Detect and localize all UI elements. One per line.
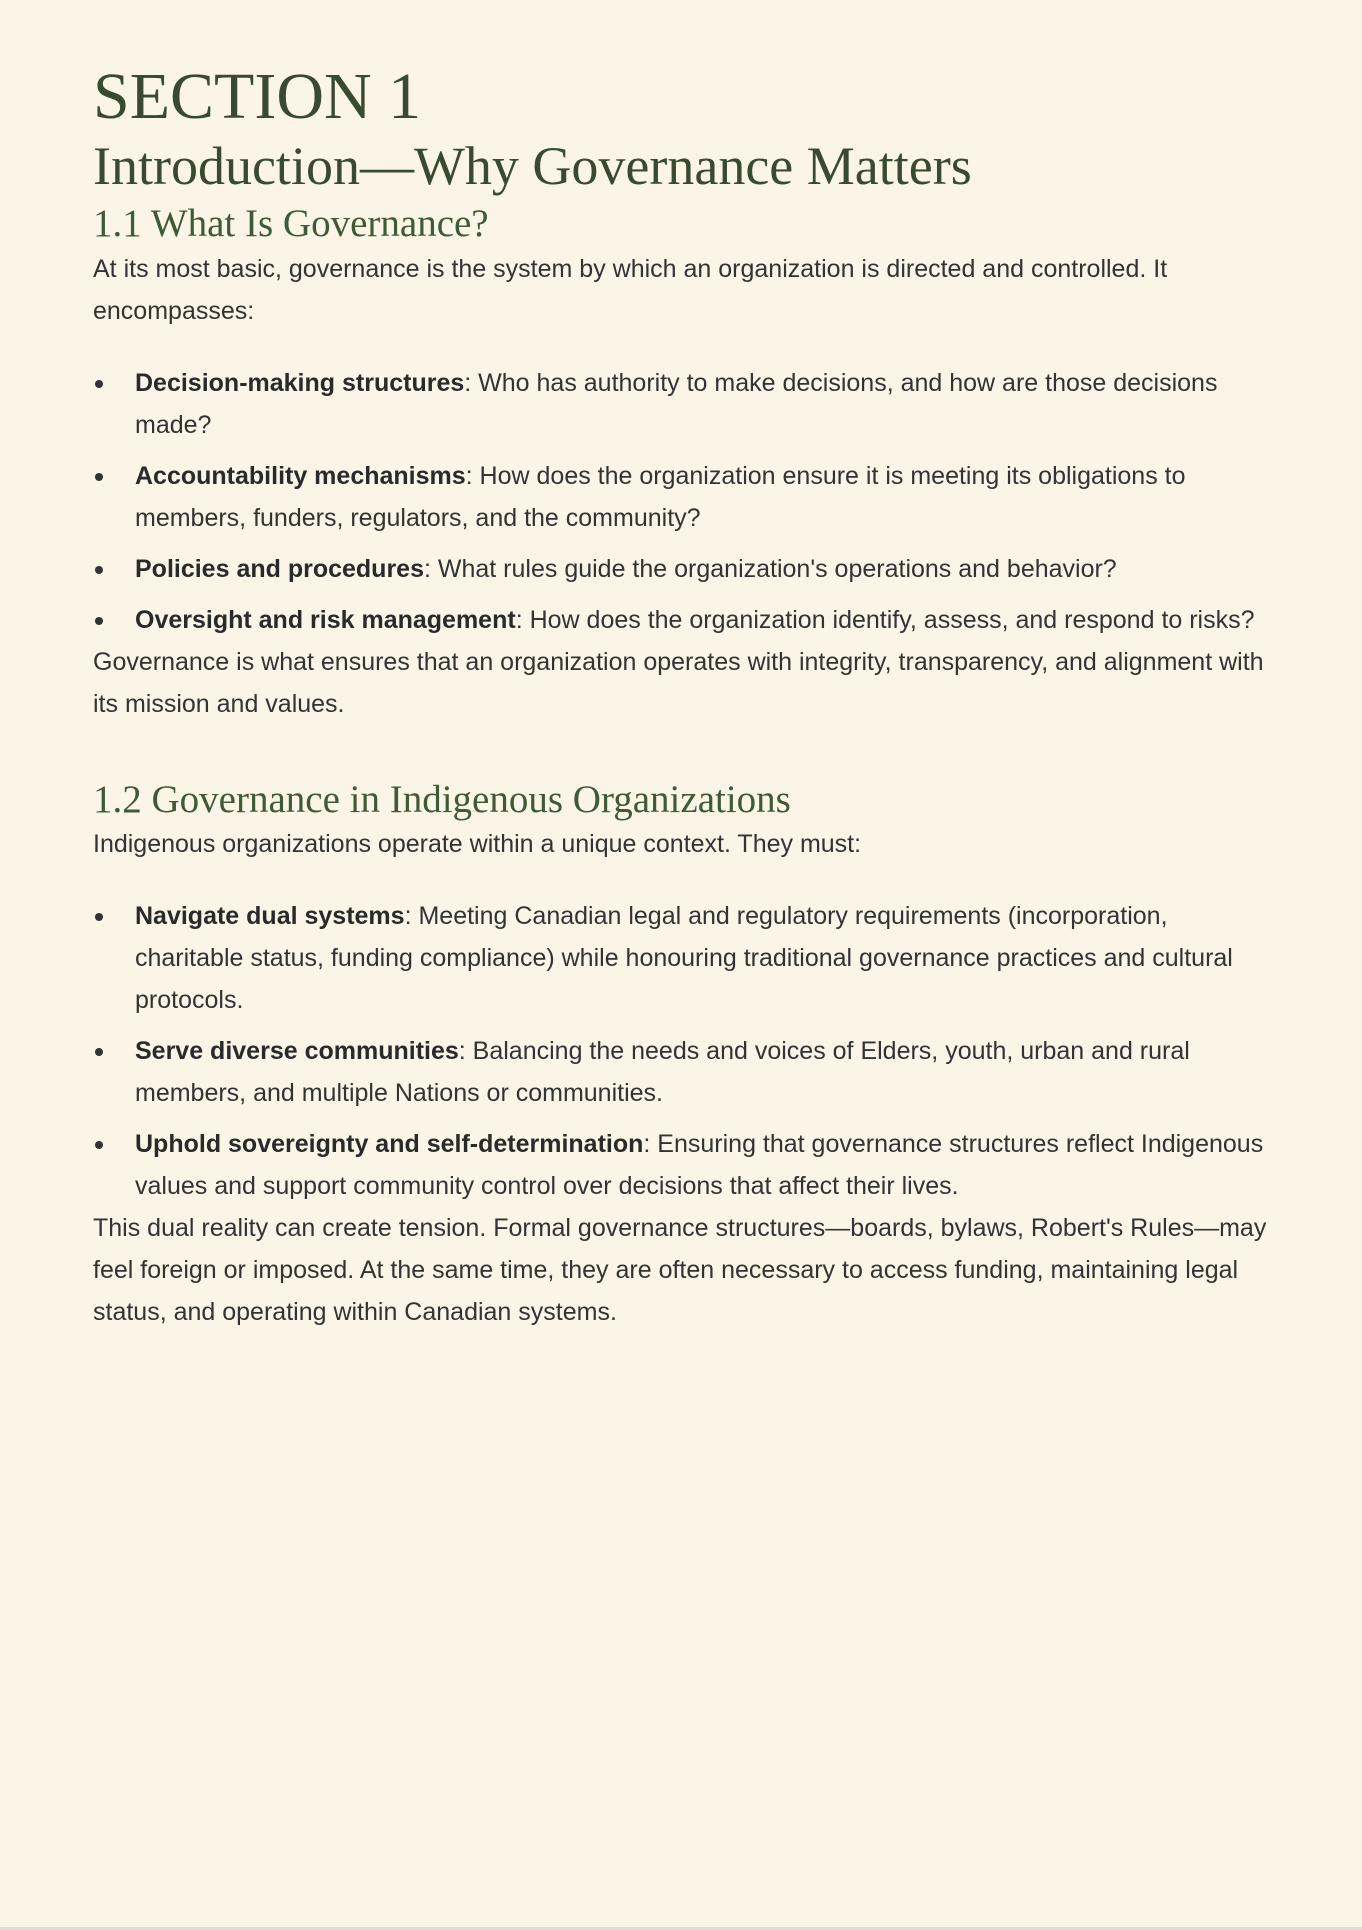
list-item-term: Decision-making structures	[135, 368, 465, 397]
subsection-closing-1-2: This dual reality can create tension. Formal governance structures—boards, bylaws, Robert's Rules—may feel foreign or imposed. At the same time, they are often necessary to access funding, maintaining legal status, and operating within Canadian systems.	[93, 1214, 1267, 1327]
subsection-heading-1-1: 1.1 What Is Governance?	[93, 201, 489, 245]
subsection-intro-1-2: Indigenous organizations operate within a unique context. They must:	[93, 830, 862, 859]
bullet-list-1-2	[93, 895, 1273, 1207]
list-item-text: : Ensuring that governance structures reflect Indigenous values and support community control over decisions that affect their lives.	[135, 1130, 1264, 1201]
bullet-dot-icon	[95, 913, 103, 921]
section-title: Introduction—Why Governance Matters	[93, 135, 972, 196]
bullet-dot-icon	[95, 380, 103, 388]
list-item-term: Uphold sovereignty and self-determination	[135, 1130, 644, 1159]
list-item-text: : What rules guide the organization's operations and behavior?	[424, 554, 1117, 583]
list-item-text: : Meeting Canadian legal and regulatory requirements (incorporation, charitable status, funding compliance) while honouring traditional governance practices and cultural protocols.	[135, 902, 1233, 1015]
list-item	[93, 548, 1273, 590]
subsection-heading-1-2: 1.2 Governance in Indigenous Organizations	[93, 777, 791, 821]
list-item-text: : Who has authority to make decisions, and how are those decisions made?	[135, 368, 1218, 439]
list-item-term: Navigate dual systems	[135, 902, 405, 931]
section-label: SECTION 1	[93, 60, 422, 133]
list-item	[93, 362, 1273, 446]
list-item-text: : How does the organization identify, assess, and respond to risks?	[515, 605, 1255, 634]
bullet-dot-icon	[95, 566, 103, 574]
list-item	[93, 1030, 1273, 1114]
list-item-term: Policies and procedures	[135, 554, 424, 583]
list-item-text: : Balancing the needs and voices of Elders, youth, urban and rural members, and multiple Nations or communities.	[135, 1037, 1190, 1108]
list-item	[93, 1123, 1273, 1207]
bullet-dot-icon	[95, 617, 103, 625]
list-item	[93, 455, 1273, 539]
bullet-dot-icon	[95, 473, 103, 481]
list-item-text: : How does the organization ensure it is meeting its obligations to members, funders, regulators, and the community?	[135, 461, 1186, 532]
list-item	[93, 599, 1273, 641]
list-item-term: Accountability mechanisms	[135, 461, 466, 490]
bullet-dot-icon	[95, 1141, 103, 1149]
subsection-intro-1-1: At its most basic, governance is the system by which an organization is directed and controlled. It encompasses:	[93, 254, 1168, 325]
document-page	[93, 60, 1273, 1333]
list-item-term: Oversight and risk management	[135, 605, 516, 634]
list-item	[93, 895, 1273, 1021]
bullet-dot-icon	[95, 1048, 103, 1056]
subsection-closing-1-1: Governance is what ensures that an organization operates with integrity, transparency, and alignment with its mission and values.	[93, 647, 1264, 718]
list-item-term: Serve diverse communities	[135, 1037, 459, 1066]
bullet-list-1-1	[93, 362, 1273, 641]
